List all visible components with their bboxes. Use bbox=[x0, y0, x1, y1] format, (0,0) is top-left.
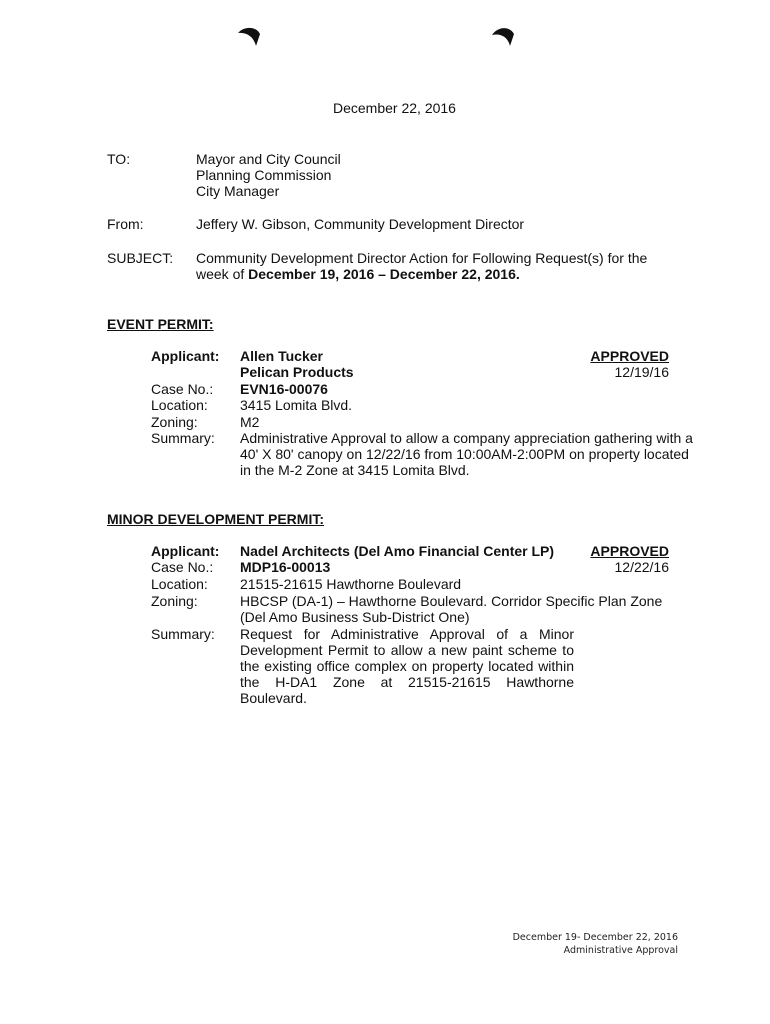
subject-line-2 bbox=[196, 266, 520, 282]
event-status-date: 12/19/16 bbox=[614, 364, 669, 380]
minor-summary-line: Boulevard. bbox=[240, 690, 307, 706]
event-summary-line: Administrative Approval to allow a company appreciation gathering with a bbox=[240, 430, 693, 446]
minor-summary-line: the H-DA1 Zone at 21515-21615 Hawthorne bbox=[240, 674, 574, 690]
to-recipient: City Manager bbox=[196, 183, 280, 199]
event-applicant-company: Pelican Products bbox=[240, 364, 354, 380]
event-location-label: Location: bbox=[151, 397, 208, 413]
subject-label: SUBJECT: bbox=[107, 250, 174, 266]
event-zoning-label: Zoning: bbox=[151, 414, 198, 430]
punch-mark-left bbox=[236, 24, 264, 48]
subject-week-prefix: week of bbox=[196, 266, 249, 282]
event-summary-line: in the M-2 Zone at 3415 Lomita Blvd. bbox=[240, 462, 470, 478]
to-recipient: Planning Commission bbox=[196, 167, 332, 183]
minor-status-date: 12/22/16 bbox=[614, 559, 669, 575]
subject-line: Community Development Director Action for Following Request(s) for the bbox=[196, 250, 648, 266]
memo-date: December 22, 2016 bbox=[333, 100, 456, 116]
minor-zoning-line: HBCSP (DA-1) – Hawthorne Boulevard. Corridor Specific Plan Zone bbox=[240, 593, 663, 609]
event-case-no: EVN16-00076 bbox=[240, 381, 328, 397]
minor-summary-label: Summary: bbox=[151, 626, 215, 642]
footer-date-range: December 19- December 22, 2016 bbox=[512, 932, 678, 943]
event-summary-line: 40' X 80' canopy on 12/22/16 from 10:00AM-2:00PM on property located bbox=[240, 446, 689, 462]
event-applicant-name: Allen Tucker bbox=[240, 348, 323, 364]
footer-label: Administrative Approval bbox=[563, 945, 678, 956]
minor-summary-line: Request for Administrative Approval of a Minor bbox=[240, 626, 574, 642]
event-zoning: M2 bbox=[240, 414, 260, 430]
minor-location-label: Location: bbox=[151, 576, 208, 592]
minor-location: 21515-21615 Hawthorne Boulevard bbox=[240, 576, 462, 592]
to-label: TO: bbox=[107, 151, 131, 167]
from-label: From: bbox=[107, 216, 144, 232]
subject-week-dates: December 19, 2016 – December 22, 2016. bbox=[248, 266, 520, 282]
event-summary-label: Summary: bbox=[151, 430, 215, 446]
event-permit-heading: EVENT PERMIT: bbox=[107, 316, 214, 332]
minor-applicant-name: Nadel Architects (Del Amo Financial Center LP) bbox=[240, 543, 555, 559]
footer bbox=[513, 931, 678, 957]
minor-case-no: MDP16-00013 bbox=[240, 559, 331, 575]
minor-zoning-line: (Del Amo Business Sub-District One) bbox=[240, 609, 470, 625]
minor-summary-line: the existing office complex on property located within bbox=[240, 658, 574, 674]
event-case-label: Case No.: bbox=[151, 381, 214, 397]
event-status: APPROVED bbox=[590, 348, 669, 364]
minor-applicant-label: Applicant: bbox=[151, 543, 220, 559]
minor-zoning-label: Zoning: bbox=[151, 593, 198, 609]
punch-mark-right bbox=[490, 24, 518, 48]
minor-summary-line: Development Permit to allow a new paint scheme to bbox=[240, 642, 574, 658]
minor-case-label: Case No.: bbox=[151, 559, 214, 575]
minor-permit-heading: MINOR DEVELOPMENT PERMIT: bbox=[107, 511, 325, 527]
minor-status: APPROVED bbox=[590, 543, 669, 559]
event-location: 3415 Lomita Blvd. bbox=[240, 397, 353, 413]
from-value: Jeffery W. Gibson, Community Development Director bbox=[196, 216, 525, 232]
event-applicant-label: Applicant: bbox=[151, 348, 220, 364]
to-recipient: Mayor and City Council bbox=[196, 151, 341, 167]
